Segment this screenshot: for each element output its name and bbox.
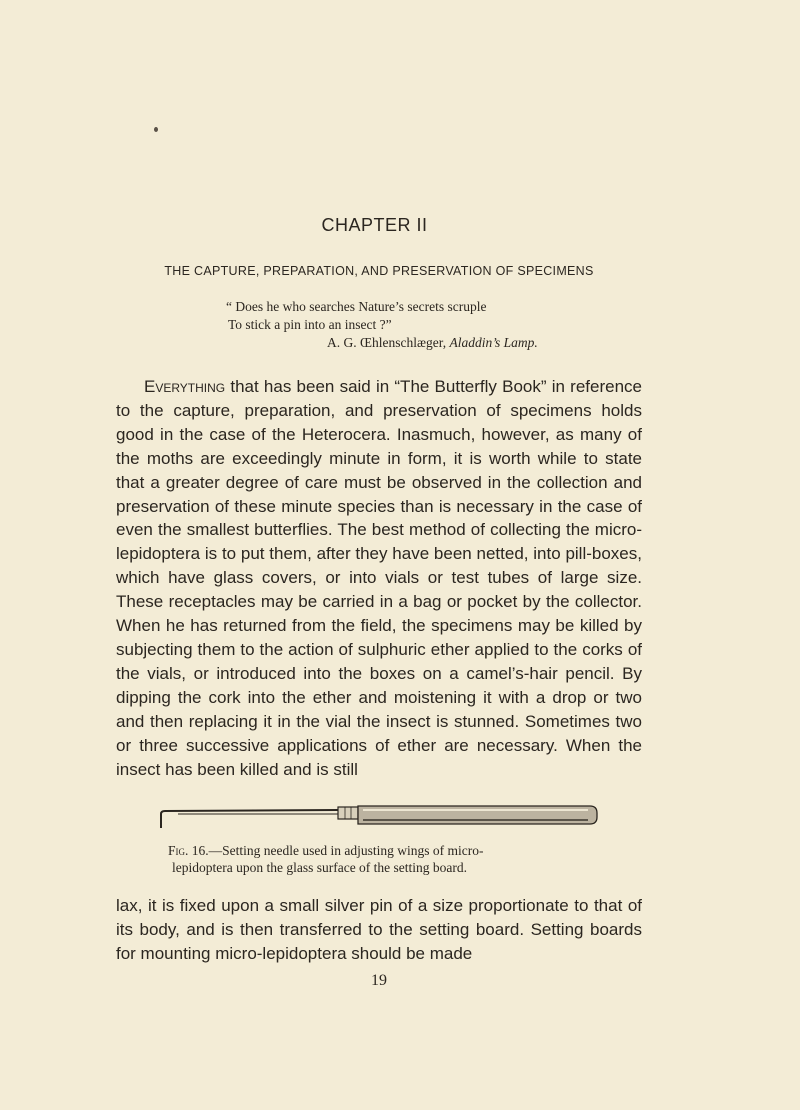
paragraph-1-lead: Everything xyxy=(144,377,226,396)
paragraph-2: lax, it is fixed upon a small silver pin of a size proportionate to that of its body, and is then transferred to the setting board. Setting boards for mounting micro-lepidoptera should be made xyxy=(116,896,642,963)
chapter-heading: CHAPTER II xyxy=(321,215,428,235)
setting-needle-illustration xyxy=(158,800,598,832)
chapter-subtitle: THE CAPTURE, PREPARATION, AND PRESERVATION OF SPECIMENS xyxy=(164,264,594,278)
epigraph-work: Aladdin’s Lamp. xyxy=(449,335,538,350)
epigraph-attribution xyxy=(226,334,646,352)
epigraph-line-1: “ Does he who searches Nature’s secrets scruple xyxy=(226,299,487,314)
paragraph-1 xyxy=(116,375,642,781)
epigraph xyxy=(226,298,646,352)
page-number: 19 xyxy=(371,972,387,989)
figure-caption-line-2: lepidoptera upon the glass surface of the setting board. xyxy=(172,860,468,875)
figure-caption-line-1 xyxy=(168,842,612,859)
ink-speck xyxy=(154,127,158,132)
epigraph-author: A. G. Œhlenschlæger, xyxy=(327,335,447,350)
paragraph-1-text: that has been said in “The Butterfly Book” in reference to the capture, preparation, and preservation of specimens holds good in the case of the Heterocera. Inasmuch, however, as many of the moths are exceedingly minute in form, it is worth while to state that a greater degree of care must be observed in the collection and preservation of these minute species than is necessary in the case of even the smallest butterflies. The best method of collecting the micro-lepidoptera is to put them, after they have been netted, into pill-boxes, which have glass covers, or into vials or test tubes of large size. These receptacles may be carried in a bag or pocket by the collector. When he has returned from the field, the specimens may be killed by subjecting them to the action of sulphuric ether applied to the corks of the vials, or introduced into the boxes on a camel’s-hair pencil. By dipping the cork into the ether and moistening it with a drop or two and then replacing it in the vial the insect is stunned. Sometimes two or three successive applications of ether are necessary. When the insect has been killed and is still xyxy=(116,377,642,779)
figure-caption-text-1: —Setting needle used in adjusting wings of micro- xyxy=(208,843,484,858)
figure-caption xyxy=(168,842,612,876)
figure-label: Fig. 16. xyxy=(168,843,209,858)
epigraph-line-2: To stick a pin into an insect ?” xyxy=(228,317,392,332)
